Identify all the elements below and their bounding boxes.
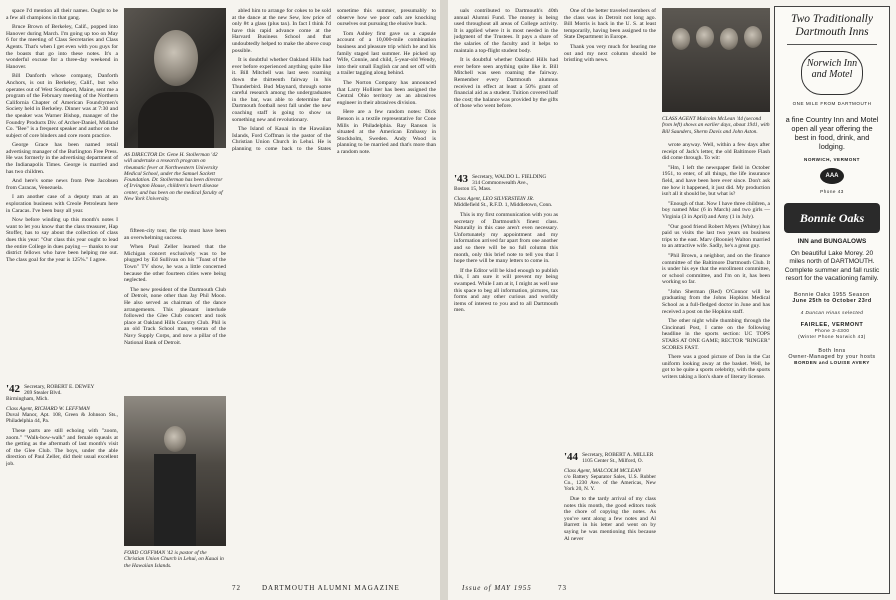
class-43-section xyxy=(454,174,558,450)
class-address: Boston 15, Mass. xyxy=(454,186,492,192)
right-col1-text xyxy=(454,8,558,168)
class-numeral: '43 xyxy=(454,174,469,185)
paragraph: This is my first communication with you as secretary of Dartmouth's finest class. Naturally in this case aren't even necessary. Unfortunately my appointment and my information arrived far apart from one another and so there will be no full column this month, only this brief note to tell you that I hope there will be many letters to come in. xyxy=(454,212,558,265)
left-col2-text xyxy=(124,228,226,390)
paragraph: The new president of the Dartmouth Club of Detroit, none other than Jay Phil Moon. He also served as chairman of the dance arrangements. This pleasant interlude followed the Glee Club concert and took place at Oakland Hills Country Club. Phil is an old Track School man, veteran of the Navy Supply Corps, and now a pillar of the National Bank of Detroit. xyxy=(124,286,226,346)
paragraph: uals contributed to Dartmouth's 40th annual Alumni Fund. The money is being used throughout all areas of College activity. It is applied where it is most needed in the judgment of the Trustees. It pays a share of the salaries of the faculty and it helps to maintain a top-flight student body. xyxy=(454,8,558,54)
ad-norwich-body: a fine Country Inn and Motel open all year offering the best in food, drink, and lodging. xyxy=(785,115,879,151)
ad-season: Bonnie Oaks 1955 Season xyxy=(794,291,870,298)
ad-hosts: BORDEN and LOUISE AVERY xyxy=(794,359,870,365)
ad-both-inns: Both Inns xyxy=(818,347,846,354)
right-col2-text xyxy=(564,8,656,446)
portrait-face xyxy=(154,30,198,86)
paragraph: Bruce Brown of Berkeley, Calif., popped into Hanover during March. I'm going up too on May 6 for the meeting of Class Secretaries and Class Agents. That's when I get even with you guys for the boasts that go into these notes. It's a wonderful excuse for a three-day weekend in Hanover. xyxy=(6,24,118,70)
paragraph: The Island of Kauai in the Hawaiian Islands, Ford Coffman is the pastor of the Christian Union Church in Lehui. He is planning to come back to the States sometime this summer, presumably to observe how we poor oafs are knocking ourselves out pursuing the elusive buck. xyxy=(232,8,436,152)
paragraph: And here's some news from Pete Jacobsen from Caracas, Venezuela. xyxy=(6,178,118,191)
class-agent: Class Agent, LEO SILVERSTEIN JR. xyxy=(454,196,534,202)
class-numeral: '44 xyxy=(564,452,579,463)
ad-town: NORWICH, VERMONT xyxy=(804,157,860,162)
class-numeral: '42 xyxy=(6,384,21,395)
ad-bonnie-body: On beautiful Lake Morey. 20 miles north of DARTMOUTH. Complete summer and fall rustic resort for the vacationing family. xyxy=(784,250,880,283)
paragraph: fifteen-city tour, the trip must have been an overwhelming success. xyxy=(124,228,226,241)
left-magazine-page xyxy=(0,0,440,600)
paragraph: It is doubtful whether Oakland Hills had ever before seen anything quite like it. Bill Mitchell was seen roaming the fairway. Remember every Dartmouth alumnus received in effect at least a 50% grant of financial aid as a student. Tuition covered half the cost; the balance was provided by the gifts of those who went before. xyxy=(454,57,558,110)
issue-date: Issue of MAY 1955 xyxy=(462,584,532,592)
page-gutter xyxy=(440,0,448,600)
ad-owner: Owner-Managed by your hosts xyxy=(788,353,876,360)
ad-town: FAIRLEE, VERMONT xyxy=(800,321,864,328)
ad-phone-alt: (Winter Phone Norwich 43) xyxy=(798,333,866,339)
class-address: 314 Commonwealth Ave., xyxy=(472,180,529,186)
person-face xyxy=(744,26,762,48)
class-agent-group-photo xyxy=(662,8,770,112)
paragraph: It is doubtful whether Oakland Hills had ever before experienced anything quite like it. Bill Mitchell was last seen roaming down the thirteenth fairway in his Thunderbird. Bud Maynard, through some careful research among the undergraduates in the bar, was able to determine that Dartmouth football next fall under the new coaching staff is going to show us something new and revolutionary. xyxy=(232,57,331,123)
right-magazine-page xyxy=(448,0,896,600)
class-42-section xyxy=(6,384,118,584)
paragraph: If the Editor will be kind enough to publish this, I am sure it will prevent my being swamped. While I am at it, I might as well use this space to beg all information, pictures, tax forms and any other curious and worldly items of interest to you and to all Dartmouth men. xyxy=(454,267,558,314)
logo-line: Norwich Inn xyxy=(806,58,858,69)
left-col3-text xyxy=(232,8,436,576)
page-number: 73 xyxy=(558,584,567,592)
photo-caption: AS DIRECTOR Dr. Gene H. Stollerman '42 will undertake a research program on rheumatic fever at Northwestern University Medical School, under the Samuel Sackett Foundation. Dr. Stollerman has been director of Irvington House, children's heart disease center, and has been on the medical faculty of New York University. xyxy=(124,152,223,203)
bonnie-oaks-logo: Bonnie Oaks xyxy=(784,203,880,233)
class-address: Birmingham, Mich. xyxy=(6,396,49,402)
class-secretary: Secretary, WALDO L. FIELDING xyxy=(472,174,547,180)
aaa-badge-icon: AAA xyxy=(820,168,844,184)
ad-distance: ONE MILE FROM DARTMOUTH xyxy=(792,101,872,106)
ad-bonnie-sub: INN and BUNGALOWS xyxy=(797,238,867,245)
person-figure xyxy=(154,454,196,546)
paragraph: space I'd mention all their names. Ought to be a few all champions in that gang. xyxy=(6,8,118,21)
paragraph: There was a good picture of Don in the Cat uniform looking away at the basket. Well, he got to be quite a sports celebrity, with the sports writers taking a lion's share of literary license. xyxy=(662,354,770,380)
class-secretary: Secretary, ROBERT A. MILLER xyxy=(582,452,654,458)
paragraph: The other night while thumbing through the Cincinnati Post, I came on the following headline in the sports section: UC TOPS STARS AT ONE GAME; RECTOR "RINGER" SCORES FAST. xyxy=(662,318,770,351)
paragraph: "Hm, I left the newspaper field in October 1951, to enter, of all things, the life insurance field, and have been here ever since. Don't ask me how it happened, it just did. My production isn't all it should be, but what is? xyxy=(662,164,770,198)
paragraph: One of the better traveled members of the class was in Detroit not long ago. Bill Morris is back in the U. S. at least temporarily, having been assigned to the State Department in Europe. xyxy=(564,8,656,41)
portrait-shoulders xyxy=(138,92,214,148)
class-44-section xyxy=(564,452,656,582)
class-agent-address: Middlefield St., R.F.D. 1, Middletown, Conn. xyxy=(454,202,553,208)
paragraph: When Paul Zeller learned that the Michigan concert exclusively was to be plugged by Ed Sullivan on his "Toast of the Town" TV show, he was a little concerned because the other fourteen cities were being neglected. xyxy=(124,244,226,284)
class-secretary: Secretary, ROBERT E. DEWEY xyxy=(24,384,95,390)
paragraph: "John Sherman (Red) O'Connor will be graduating from the Johns Hopkins Medical School as a full-fledged doctor in June and has received a post on the Hopkins staff. xyxy=(662,288,770,315)
class-agent: Class Agent, MALCOLM MCLEAN xyxy=(564,468,641,474)
paragraph: wrote anyway. Well, within a few days after receipt of Jack's letter, the old Baltimore Flash did come through. To wit: xyxy=(662,142,770,162)
page-number: 72 xyxy=(232,584,241,592)
class-agent: Class Agent, RICHARD W. LEFFMAN xyxy=(6,406,90,412)
paragraph: Tom Ashley first gave us a capsule account of a 10,000-mile combination business and pleasure trip which he and his family staged last summer. He picked up Wife, Connie, and child, 5-year-old Wendy, into their small English car and set off with a trailer tagging along behind. xyxy=(337,30,436,77)
ad-season-dates: June 25th to October 23rd xyxy=(792,297,872,304)
photo-caption: FORD COFFMAN '42 is pastor of the Christian Union Church in Lehui, on Kauai in the Hawaiian Islands. xyxy=(124,550,224,569)
paragraph: Due to the tardy arrival of my class notes this month, the good editors took the chore of copying the notes. As you've sent along a few notes and Al Barrett in his letter and went on by saying he was mentioning this because Al never xyxy=(564,496,656,542)
paragraph: "Enough of that. Now I have three children, a boy named Mac (6 in March) and two girls — Virginia (3 in April) and Amy (1 in July). xyxy=(662,200,770,220)
ad-title-line: Two Traditionally xyxy=(791,13,873,25)
norwich-inn-logo xyxy=(801,51,863,95)
ad-title-line: Dartmouth Inns xyxy=(795,26,869,38)
inns-advertisement xyxy=(774,6,890,594)
person-face xyxy=(720,28,738,50)
ad-note: 4 Duncan Hinas selected xyxy=(800,309,864,315)
person-face xyxy=(672,28,690,50)
ad-phone: Phone 3-4300 xyxy=(814,327,850,333)
paragraph: abled him to arrange for cokes to be sold at the dance at the new Sew, low price of only 8¢ a glass (plus tax). In fact I think I'd have this rapid advance come at the Harvard Business School and that undoubtedly helped to make the above coup possible. xyxy=(232,8,331,54)
right-col3-text xyxy=(662,142,770,578)
ad-phone: Phone 43 xyxy=(820,189,844,194)
paragraph: The Norton Company has announced that Larry Hollister has been assigned the Central Ohio territory as an abrasives engineer in their abrasives division. xyxy=(337,79,436,106)
paragraph: These parts are still echoing with "zoom, zoom." "Walk-bow-walk" and female squeals at the getting as the aftermath of last month's visit of the Glee Club. The boys, under the able direction of Paul Zeller, did their usual excellent job. xyxy=(6,428,118,467)
coffman-family-photo xyxy=(124,396,226,546)
divider xyxy=(787,44,877,45)
paragraph: George Grace has been named retail advertising manager of the Burlington Free Press. He was formerly in the advertising department of the Indianapolis Times. George is married and has two children. xyxy=(6,142,118,175)
paragraph: Thank you very much for hearing me out and my next column should be bristling with news. xyxy=(564,43,656,64)
left-col1-text xyxy=(6,8,118,380)
photo-caption: CLASS AGENT Malcolm McLean '44 (second from left) shows an earlier days, about 1941, with Bill Saunders, Sherm Davis and John Aston. xyxy=(662,116,770,135)
paragraph: I am another case of a deputy man at an exploration business with Creole Petroleum here in Caracas. I've been busy all year. xyxy=(6,194,118,214)
class-agent-address: c/o Battery Separator Sales, U.S. Rubber Co., 1230 Ave. of the Americas, New York 20, N. Y. xyxy=(564,474,656,492)
class-agent-address: Duval Manor, Apt. 108, Green & Johnson Sts., Philadelphia 44, Pa. xyxy=(6,412,118,424)
paragraph: Bill Danforth whose company, Danforth Anchors, is out in Berkeley, Calif., but who operates out of West Southport, Maine, sent me a program of the February meeting of the Northern California Chapter of American Foundrymen's Society held in Berkeley. Dinner was at 7:30 and the speaker was Warner Bishop, manager of the Foundry Products Div. of Archer-Daniel, Midland Co. "Bee" is a frequent speaker and author on the subject of core binders and core room practice. xyxy=(6,73,118,139)
class-address: 269 Stealer Blvd. xyxy=(24,390,62,396)
paragraph: "Our good friend Robert Myers (Whitey) has paid us visits the last two years on business trips to the east. Marv (Boonie) Walton married to an attractive wife. Sadly, he's a great guy. xyxy=(662,223,770,250)
paragraph: Here are a few random notes: Dick Benson is a textile representative for Cone Mills in Philadelphia. Ray Ranson is situated at the American Embassy in Stockholm, Sweden. Andy Wood is planning to be married and that's more than a random note. xyxy=(337,109,436,155)
class-address: 1105 Center St., Milford, O. xyxy=(582,458,643,464)
stollerman-portrait-photo xyxy=(124,8,226,148)
logo-line: and Motel xyxy=(811,69,853,80)
person-face xyxy=(164,426,186,452)
magazine-title: DARTMOUTH ALUMNI MAGAZINE xyxy=(262,584,400,592)
paragraph: "Phil Brown, a neighbor, and on the finance committee of the Baltimore Dartmouth Club. It is under his eye that the enrollment committee, or school committee, and I'm on it, has been working so far. xyxy=(662,252,770,286)
paragraph: Now before winding up this month's notes I want to let you know that the class treasurer, Hap Stoffer, has to say about the collection of class dues this year: "Our class this year ought to lead the entire College in dues paying — thanks to our district fellows who have been helping me out. The class goal for the year is 125%." I agree. xyxy=(6,217,118,263)
person-face xyxy=(696,26,714,48)
